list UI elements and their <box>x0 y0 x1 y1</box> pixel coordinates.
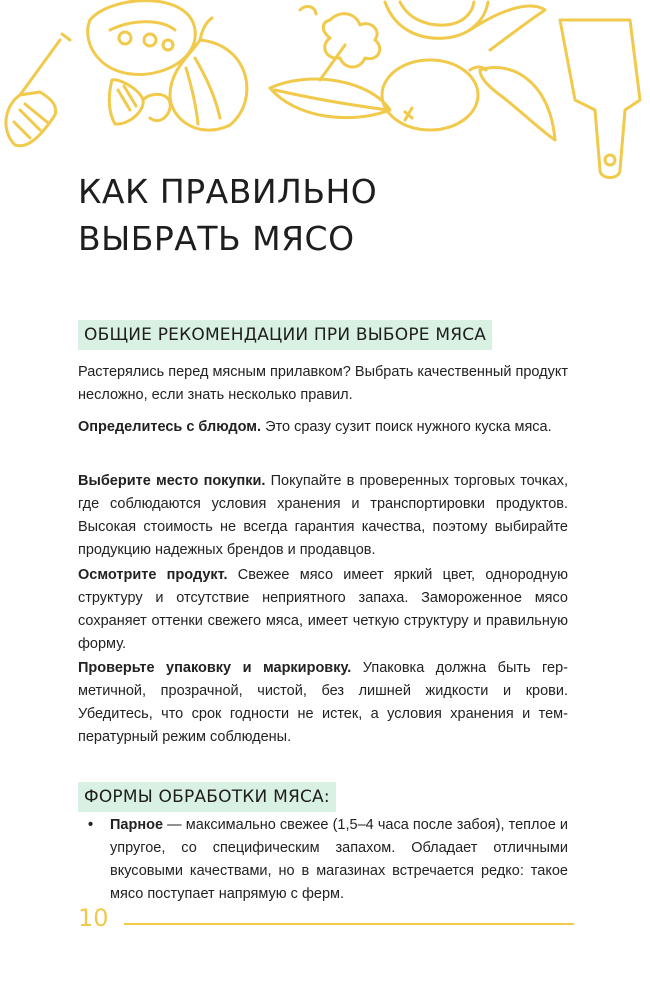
lime-icon <box>385 2 488 38</box>
title-line-1: КАК ПРАВИЛЬНО <box>78 172 378 211</box>
cutting-board-icon <box>560 20 640 178</box>
lemon-icon <box>88 1 196 75</box>
leaf-icon <box>270 79 390 118</box>
section-heading-processing: ФОРМЫ ОБРАБОТКИ МЯСА: <box>78 782 336 812</box>
tip-paragraph <box>78 564 568 656</box>
page-number: 10 <box>78 904 109 932</box>
tip-text: Упаковка должна быть герметичной, прозрачной, чистой, без лишней жидкости и крови. Убедитесь, что срок годности не истек, а условия хранения и температурный режим соблюдены. <box>78 660 568 745</box>
pasta-bow-icon <box>109 80 170 124</box>
tomato-icon <box>382 60 478 130</box>
chili-icon <box>470 6 555 140</box>
tip-title: Осмотрите продукт. <box>78 567 228 583</box>
tip-title: Проверьте упаковку и маркировку. <box>78 660 352 676</box>
footer-divider <box>124 923 574 925</box>
page-title <box>78 168 377 262</box>
list-item-text: — максимально свежее (1,5–4 часа после забоя), теплое и упругое, со специфическим запахом. Обладает отличными вкусовыми качествами, но в магазинах встречается редко: такое мясо поступает напрямую с ферм. <box>110 817 568 902</box>
bullet-icon: • <box>88 817 94 833</box>
tip-paragraph <box>78 416 568 439</box>
section-heading-recommendations: ОБЩИЕ РЕКОМЕНДАЦИИ ПРИ ВЫБОРЕ МЯСА <box>78 320 492 350</box>
processing-list <box>88 814 568 906</box>
food-illustration-header <box>0 0 650 190</box>
tip-text: Это сразу сузит поиск нужного куска мяса. <box>261 419 552 435</box>
tip-text: Свежее мясо имеет яркий цвет, однородную структуру и отсутствие неприятного запаха. Замороженное мясо сохраняет оттенки свежего мяса, имеет четкую структуру и правильную форму. <box>78 567 568 652</box>
tip-text: Покупайте в проверенных торговых точках, где соблюдаются условия хранения и транспортировки продуктов. Высокая стоимость не всегда гарантия качества, поэтому выбирайте продукцию надежных брендов и продавцов. <box>78 473 568 558</box>
onion-icon <box>170 18 247 130</box>
tip-title: Выберите место покупки. <box>78 473 266 489</box>
list-item-title: Парное <box>110 817 164 833</box>
tip-paragraph <box>78 470 568 562</box>
title-line-2: ВЫБРАТЬ МЯСО <box>78 219 355 258</box>
brush-icon <box>6 34 70 146</box>
intro-paragraph: Растерялись перед мясным прилавком? Выбрать качественный продукт несложно, если знать несколько правил. <box>78 364 568 403</box>
parsley-icon <box>300 7 380 80</box>
tip-title: Определитесь с блюдом. <box>78 419 262 435</box>
tip-paragraph <box>78 657 568 749</box>
list-item <box>88 814 568 906</box>
